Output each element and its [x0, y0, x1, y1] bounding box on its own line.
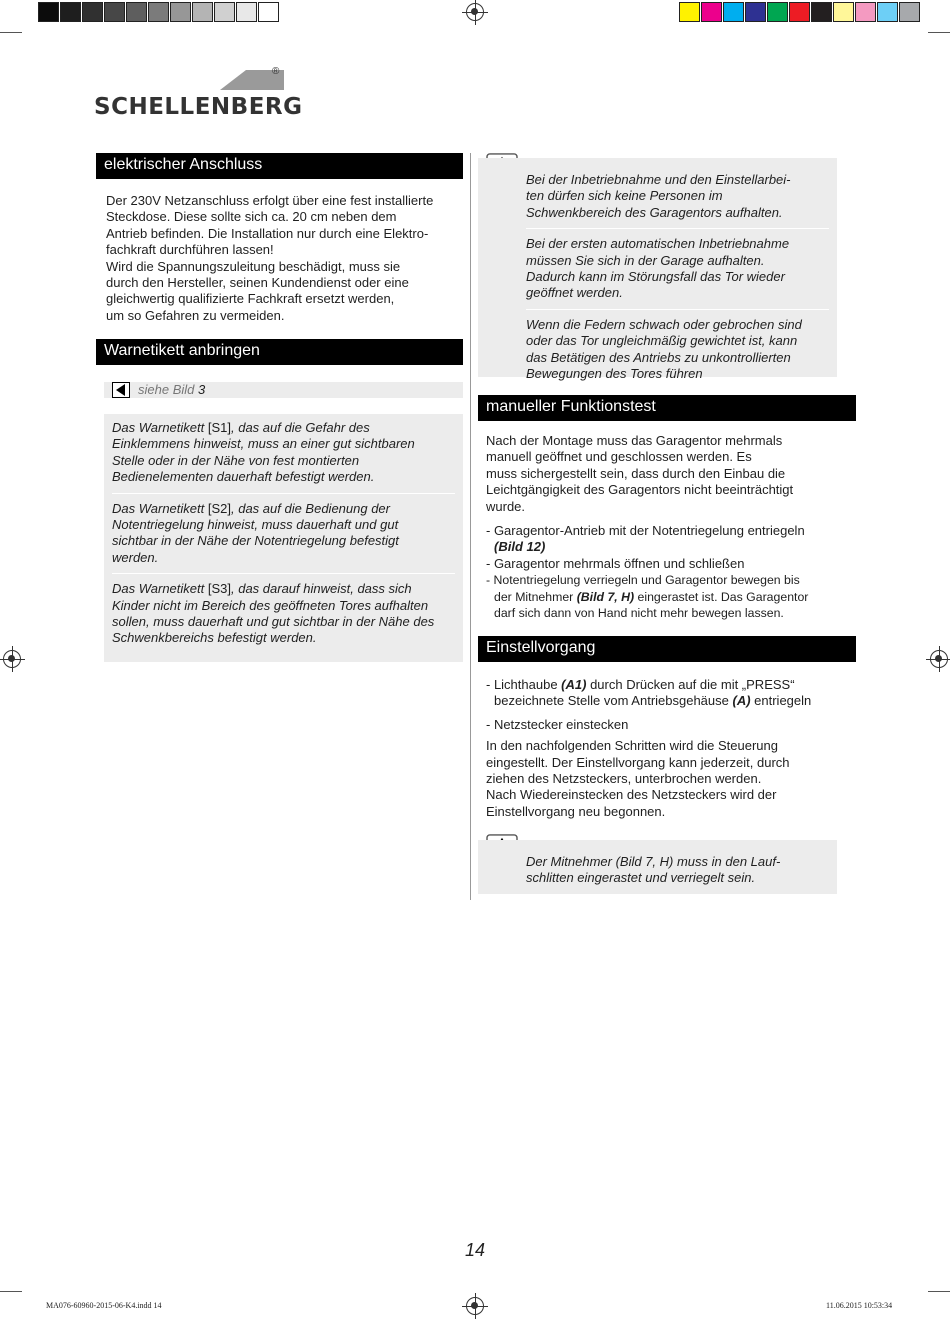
text-line: Schwenkbereich des Garagentors aufhalten.: [526, 204, 783, 220]
gray-swatch: [236, 2, 257, 22]
warning-paragraph: [526, 236, 829, 302]
label-code: [S2]: [207, 500, 231, 516]
text-span: bezeichnete Stelle vom Antriebsgehäuse: [494, 693, 733, 709]
paragraph-separator: [112, 573, 455, 574]
crop-mark: [928, 1291, 950, 1292]
figure-reference: (A): [732, 693, 751, 709]
section-heading-manual-test: [478, 395, 856, 421]
text-line: Antrieb befinden. Die Installation nur durch eine Elektro-: [106, 225, 429, 241]
text-span: Notentriegelung hinweist, muss dauerhaft und gut: [112, 517, 399, 533]
crop-mark: [928, 32, 950, 33]
gray-swatch: [214, 2, 235, 22]
text-span: Bedienelementen dauerhaft befestigt werden.: [112, 469, 375, 485]
text-line: eingestellt. Der Einstellvorgang kann jederzeit, durch: [486, 754, 790, 770]
crop-mark: [0, 32, 22, 33]
list-item: - Garagentor mehrmals öffnen und schließen: [486, 555, 745, 571]
text-line: [112, 517, 455, 533]
carrier-warning-box: [478, 840, 837, 894]
text-span: durch Drücken auf die mit „PRESS“: [586, 677, 795, 692]
text-line: [112, 581, 455, 597]
gray-swatch: [258, 2, 279, 22]
crop-mark: [0, 1291, 22, 1292]
text-line: [112, 469, 455, 485]
list-item: [486, 677, 851, 693]
color-swatch: [811, 2, 832, 22]
gray-swatch: [82, 2, 103, 22]
gray-swatch: [148, 2, 169, 22]
text-line: Steckdose. Diese sollte sich ca. 20 cm neben dem: [106, 209, 397, 225]
electrical-text: [106, 193, 466, 324]
warning-label-paragraph: [112, 501, 455, 567]
registration-mark-icon: [466, 3, 484, 21]
section-heading-electrical: [96, 153, 463, 179]
heading-text: Einstellvorgang: [486, 639, 596, 656]
safety-warning-box: [478, 158, 837, 382]
text-span: - Lichthaube: [486, 677, 562, 692]
figure-reference: (Bild 7, H): [576, 589, 635, 604]
gray-swatch: [170, 2, 191, 22]
list-item-continued: [486, 693, 851, 709]
text-span: Das Warnetikett: [112, 420, 208, 435]
text-line: [112, 420, 455, 436]
text-span: Stelle oder in der Nähe von fest montierten: [112, 452, 360, 468]
text-line: geöffnet werden.: [526, 285, 623, 301]
label-code: [S1]: [207, 420, 231, 435]
page-number: 14: [464, 1240, 486, 1260]
section-heading-warning-label: [96, 339, 463, 365]
manual-test-text: [486, 433, 851, 621]
text-span: sollen, muss dauerhaft und gut sichtbar in der Nähe des: [112, 614, 435, 630]
text-span: Das Warnetikett: [112, 500, 208, 516]
text-line: fachkraft durchführen lassen!: [106, 242, 274, 258]
label-code: [S3]: [207, 581, 231, 597]
text-line: durch den Hersteller, seinen Kundendienst oder eine: [106, 275, 409, 291]
gray-swatch: [60, 2, 81, 22]
color-swatch: [723, 2, 744, 22]
gray-swatch: [104, 2, 125, 22]
footer-timestamp: 11.06.2015 10:53:34: [826, 1301, 893, 1310]
text-line: das Betätigen des Antriebs zu unkontrollierten: [526, 349, 791, 365]
text-line: Wird die Spannungszuleitung beschädigt, muss sie: [106, 258, 401, 274]
text-span: , das darauf hinweist, dass sich: [230, 581, 412, 597]
see-figure-text: [138, 382, 205, 397]
figure-reference: (Bild 12): [494, 539, 546, 555]
text-line: [112, 533, 455, 549]
text-line: Der 230V Netzanschluss erfolgt über eine fest installierte: [106, 193, 434, 208]
warning-label-paragraph: [112, 420, 455, 486]
gray-swatch: [126, 2, 147, 22]
text-line: Nach Wiedereinstecken des Netzsteckers wird der: [486, 787, 777, 803]
text-line: muss sichergestellt sein, dass durch den Einbau die: [486, 465, 786, 481]
column-divider: [470, 153, 471, 900]
see-number: 3: [197, 382, 206, 397]
paragraph-separator: [526, 228, 829, 229]
text-line: wurde.: [486, 498, 526, 514]
color-swatch: [679, 2, 700, 22]
figure-reference: (A1): [561, 677, 587, 692]
heading-text: elektrischer Anschluss: [104, 156, 263, 173]
text-span: werden.: [112, 549, 159, 565]
text-line: [112, 630, 455, 646]
paragraph-separator: [112, 493, 455, 494]
text-span: eingerastet ist. Das Garagentor: [634, 589, 809, 604]
text-span: sichtbar in der Nähe der Notentriegelung befestigt: [112, 533, 399, 549]
list-item: - Garagentor-Antrieb mit der Notentriegelung entriegeln: [486, 523, 805, 539]
color-swatch: [701, 2, 722, 22]
text-line: Leichtgängigkeit des Garagentors nicht beeinträchtigt: [486, 482, 794, 498]
text-line: ten dürfen sich keine Personen im: [526, 188, 723, 204]
registration-mark-icon: [930, 650, 948, 668]
color-swatch: [899, 2, 920, 22]
text-line: [112, 550, 455, 566]
text-line: Nach der Montage muss das Garagentor mehrmals: [486, 433, 783, 448]
warning-paragraph: [526, 854, 829, 887]
color-swatch: [855, 2, 876, 22]
registration-mark-icon: [466, 1297, 484, 1315]
text-line: manuell geöffnet und geschlossen werden. Es: [486, 449, 752, 465]
text-line: Bewegungen des Tores führen: [526, 366, 703, 382]
list-item-continued: [486, 589, 851, 605]
text-line: [112, 598, 455, 614]
warning-label-notes: [104, 414, 463, 662]
registration-mark-icon: [3, 650, 21, 668]
text-span: , das auf die Gefahr des: [230, 420, 370, 435]
brand-logo: [94, 66, 303, 122]
text-span: entriegeln: [750, 693, 812, 709]
logo-text: SCHELLENBERG: [94, 94, 303, 120]
warning-paragraph: [526, 172, 829, 221]
text-line: [112, 501, 455, 517]
color-swatch: [833, 2, 854, 22]
footer-file-info: MA076-60960-2015-06-K4.indd 14: [46, 1301, 162, 1310]
list-item: - Netzstecker einstecken: [486, 716, 629, 732]
text-span: Das Warnetikett: [112, 581, 208, 597]
heading-text: manueller Funktionstest: [486, 398, 656, 415]
text-line: um so Gefahren zu vermeiden.: [106, 307, 285, 323]
process-color-bar: [679, 2, 921, 22]
gray-swatch: [192, 2, 213, 22]
text-line: Der Mitnehmer (Bild 7, H) muss in den Lauf-: [526, 854, 781, 869]
see-figure-ref: [104, 382, 463, 398]
text-span: Kinder nicht im Bereich des geöffneten Tores aufhalten: [112, 597, 429, 613]
color-swatch: [877, 2, 898, 22]
text-line: [112, 436, 455, 452]
text-line: oder das Tor ungleichmäßig gewichtet ist, kann: [526, 333, 798, 349]
list-item-continued: darf sich dann von Hand nicht mehr bewegen lassen.: [494, 606, 784, 621]
color-swatch: [745, 2, 766, 22]
warning-label-paragraph: [112, 581, 455, 647]
text-line: [112, 614, 455, 630]
text-line: Dadurch kann im Störungsfall das Tor wieder: [526, 269, 785, 285]
arrow-left-icon: [112, 382, 130, 398]
text-span: , das auf die Bedienung der: [230, 500, 390, 516]
gray-swatch: [38, 2, 59, 22]
text-line: ziehen des Netzsteckers, unterbrochen werden.: [486, 771, 762, 787]
paragraph-separator: [526, 309, 829, 310]
adjustment-text: [486, 677, 851, 820]
text-line: In den nachfolgenden Schritten wird die Steuerung: [486, 738, 778, 754]
heading-text: Warnetikett anbringen: [104, 342, 260, 359]
registered-mark: ®: [272, 66, 280, 77]
text-line: Bei der Inbetriebnahme und den Einstellarbei-: [526, 172, 791, 187]
text-line: müssen Sie sich in der Garage aufhalten.: [526, 252, 765, 268]
color-swatch: [767, 2, 788, 22]
grayscale-color-bar: [38, 2, 280, 22]
text-span: Schwenkbereichs befestigt werden.: [112, 630, 317, 646]
list-item: - Notentriegelung verriegeln und Garagentor bewegen bis: [486, 573, 800, 588]
section-heading-adjustment: [478, 636, 856, 662]
text-line: Bei der ersten automatischen Inbetriebnahme: [526, 236, 790, 252]
text-line: gleichwertig qualifizierte Fachkraft ersetzt werden,: [106, 291, 395, 307]
warning-paragraph: [526, 317, 829, 383]
text-line: schlitten eingerastet und verriegelt sein.: [526, 870, 756, 886]
see-label: siehe Bild: [138, 382, 198, 397]
text-line: Wenn die Federn schwach oder gebrochen sind: [526, 316, 802, 332]
text-span: Einklemmens hinweist, muss an einer gut sichtbaren: [112, 436, 415, 452]
text-line: [112, 453, 455, 469]
color-swatch: [789, 2, 810, 22]
text-line: Einstellvorgang neu begonnen.: [486, 803, 666, 819]
text-span: der Mitnehmer: [494, 589, 577, 604]
